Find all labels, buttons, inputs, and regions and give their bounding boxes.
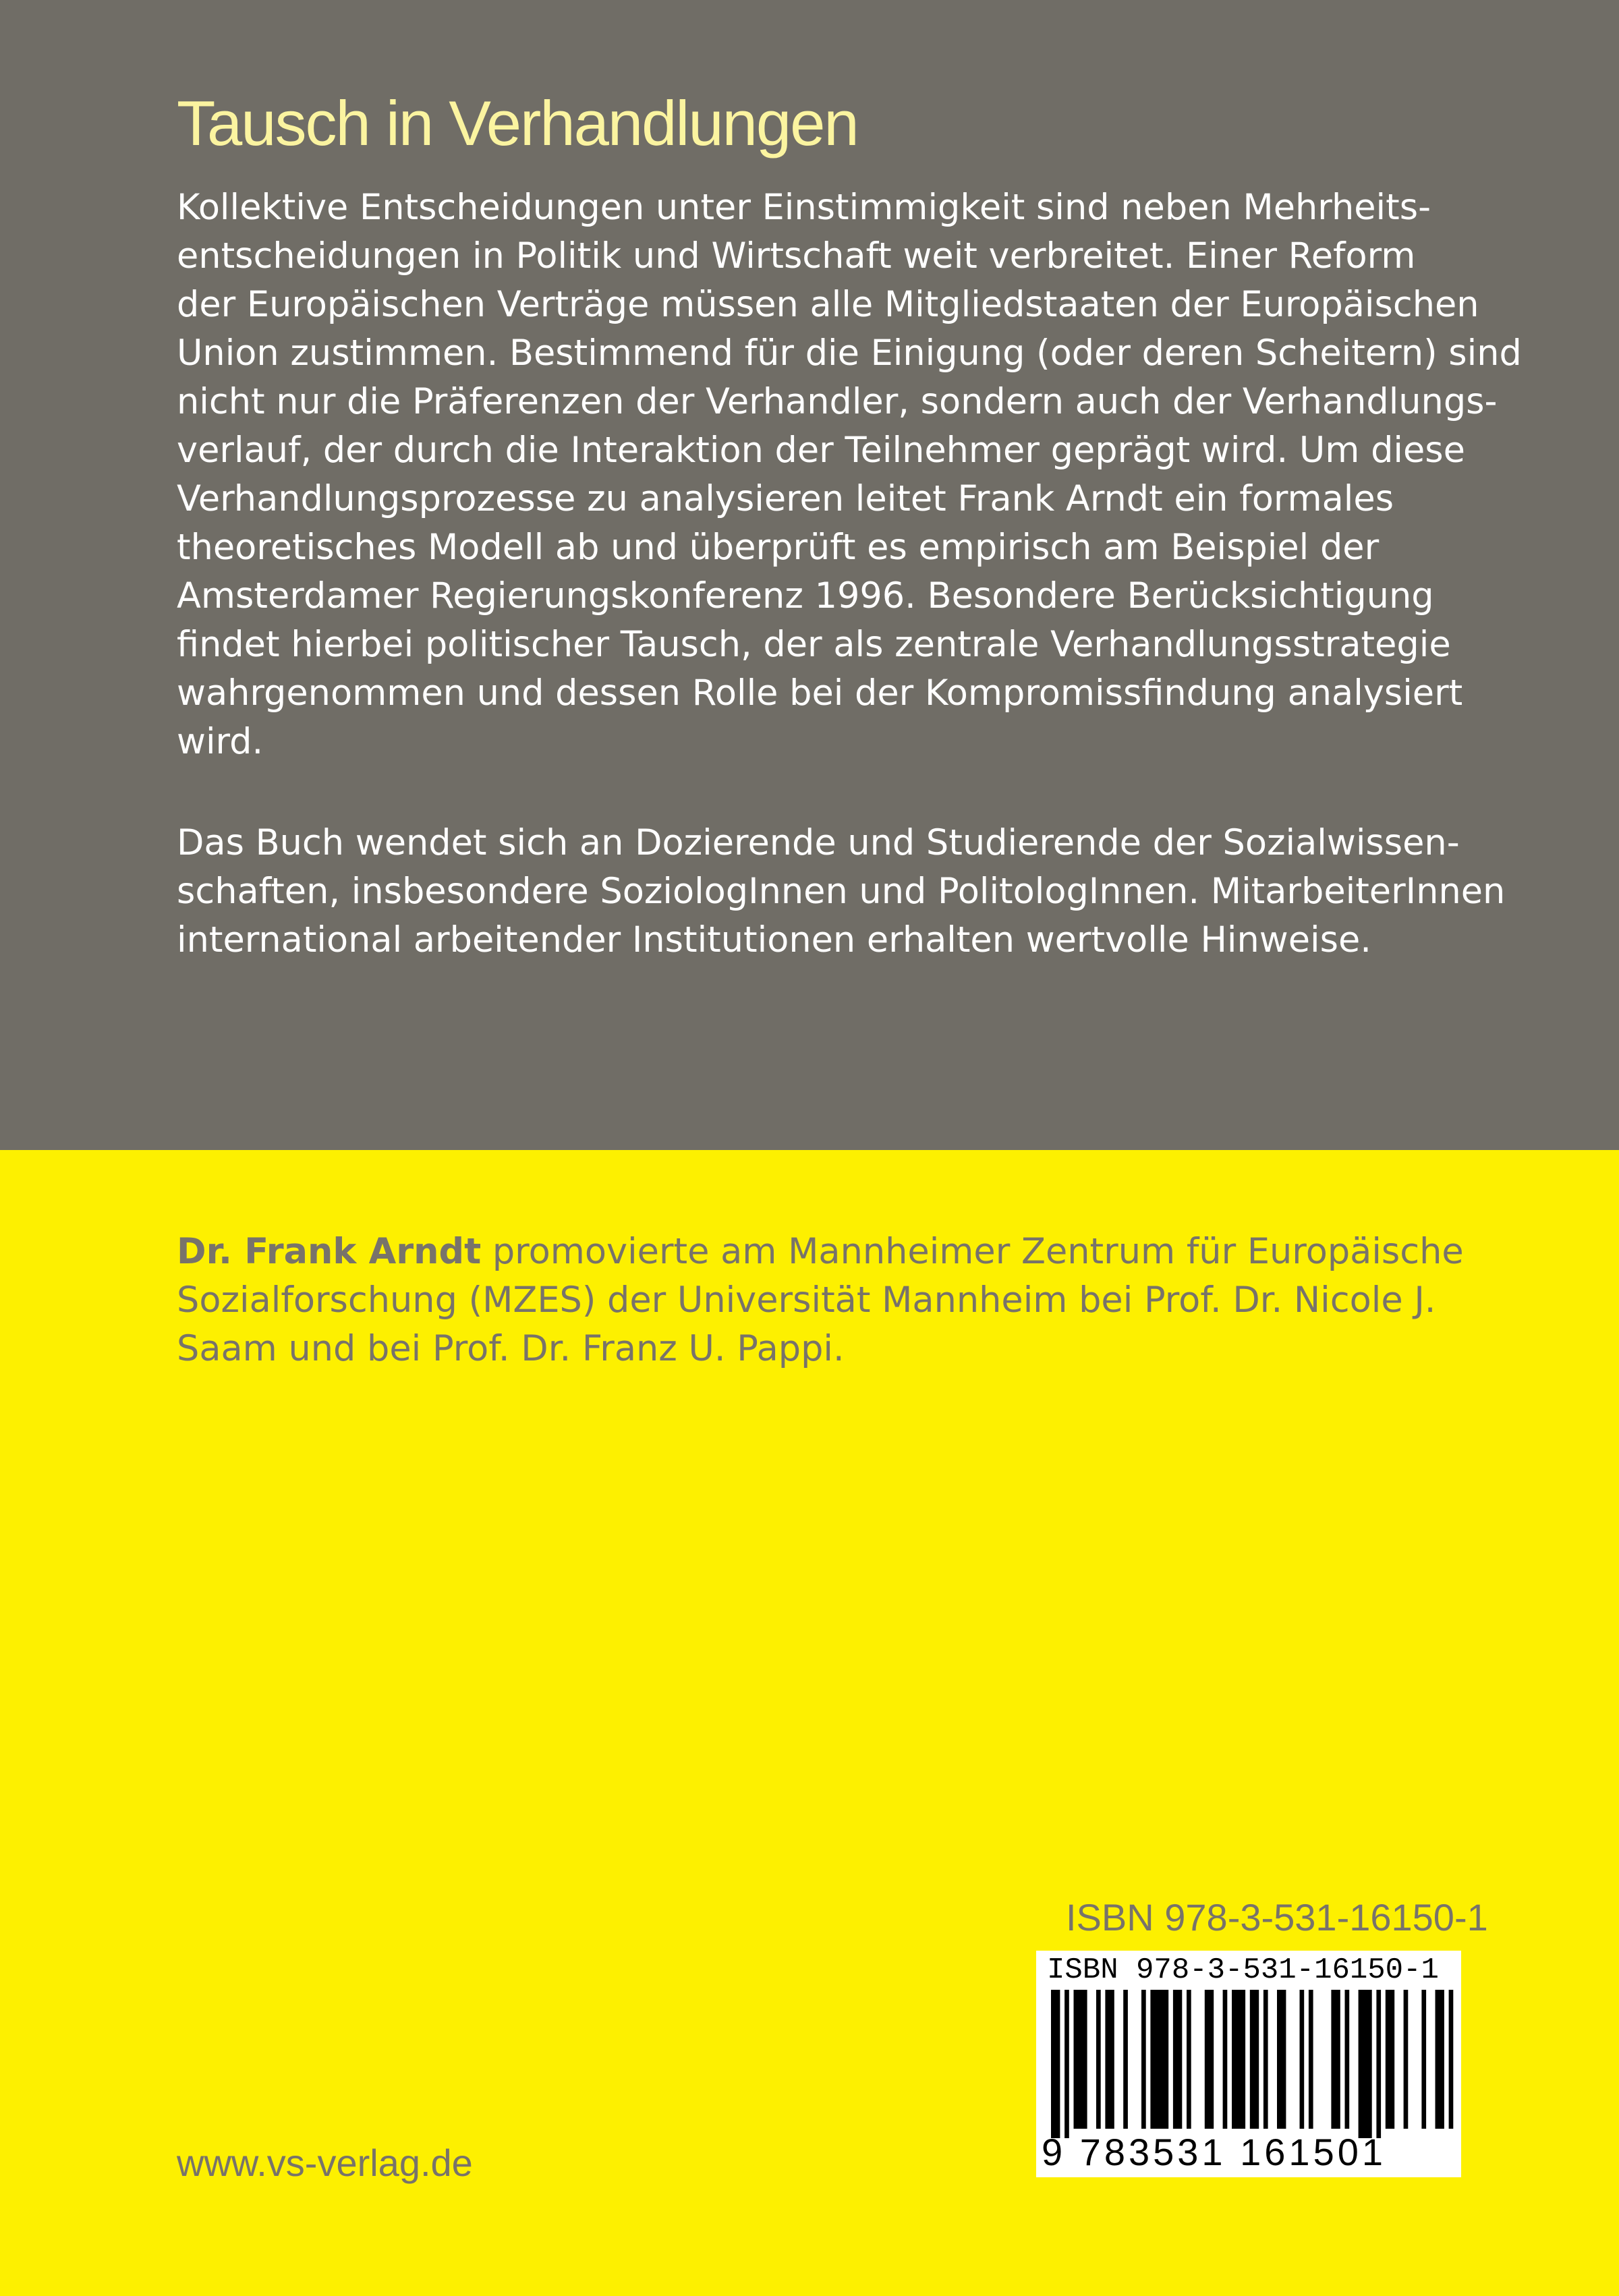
barcode-bar bbox=[1051, 1990, 1060, 2138]
barcode-bar bbox=[1309, 1990, 1313, 2129]
description-line: wahrgenommen und dessen Rolle bei der Kompromissfindung analysiert bbox=[177, 672, 1463, 714]
description-line: der Europäischen Verträge müssen alle Mitgliedstaaten der Europäischen bbox=[177, 284, 1479, 325]
description-line: theoretisches Modell ab und überprüft es empirisch am Beispiel der bbox=[177, 527, 1380, 568]
barcode-bar bbox=[1263, 1990, 1268, 2129]
barcode-bar bbox=[1404, 1990, 1409, 2129]
description-line: Amsterdamer Regierungskonferenz 1996. Besondere Berücksichtigung bbox=[177, 575, 1434, 616]
author-bio-text: promovierte am Mannheimer Zentrum für Europäische bbox=[481, 1231, 1464, 1272]
barcode-bar bbox=[1074, 1990, 1087, 2129]
description-line: wird. bbox=[177, 721, 264, 762]
audience-paragraph bbox=[177, 819, 1506, 965]
book-title: Tausch in Verhandlungen bbox=[177, 88, 858, 159]
isbn-label: ISBN 978-3-531-16150-1 bbox=[1066, 1896, 1488, 1939]
barcode-digits: 9 783531 161501 bbox=[1042, 2131, 1386, 2173]
barcode-bar bbox=[1150, 1990, 1168, 2129]
barcode-bar bbox=[1359, 1990, 1372, 2138]
barcode-bar bbox=[1277, 1990, 1286, 2129]
barcode-bar bbox=[1300, 1990, 1305, 2129]
barcode-bar bbox=[1449, 1990, 1454, 2129]
barcode-bar bbox=[1187, 1990, 1191, 2129]
audience-line: schaften, insbesondere SoziologInnen und PolitologInnen. MitarbeiterInnen bbox=[177, 871, 1506, 912]
author-bio bbox=[177, 1228, 1479, 1373]
barcode-bar bbox=[1223, 1990, 1228, 2129]
barcode-bar bbox=[1123, 1990, 1128, 2129]
barcode bbox=[1036, 1951, 1461, 2177]
author-bio-line: Saam und bei Prof. Dr. Franz U. Pappi. bbox=[177, 1328, 845, 1369]
audience-line: international arbeitender Institutionen erhalten wertvolle Hinweise. bbox=[177, 919, 1371, 960]
publisher-website: www.vs-verlag.de bbox=[177, 2142, 473, 2184]
barcode-bar bbox=[1232, 1990, 1245, 2129]
barcode-bar bbox=[1386, 1990, 1394, 2129]
description-line: Kollektive Entscheidungen unter Einstimmigkeit sind neben Mehrheits- bbox=[177, 187, 1431, 228]
author-bio-line: Sozialforschung (MZES) der Universität Mannheim bei Prof. Dr. Nicole J. bbox=[177, 1280, 1436, 1321]
barcode-bar bbox=[1064, 1990, 1069, 2138]
barcode-bar bbox=[1376, 1990, 1381, 2138]
barcode-bar bbox=[1141, 1990, 1146, 2129]
description-line: Verhandlungsprozesse zu analysieren leitet Frank Arndt ein formales bbox=[177, 478, 1394, 519]
barcode-bar bbox=[1173, 1990, 1182, 2129]
barcode-isbn-text: ISBN 978-3-531-16150-1 bbox=[1047, 1953, 1439, 1987]
barcode-bar bbox=[1345, 1990, 1350, 2129]
description-line: Union zustimmen. Bestimmend für die Einigung (oder deren Scheitern) sind bbox=[177, 333, 1522, 374]
barcode-bar bbox=[1331, 1990, 1340, 2129]
book-description bbox=[177, 183, 1522, 766]
barcode-bar bbox=[1096, 1990, 1101, 2129]
barcode-bar bbox=[1250, 1990, 1259, 2129]
description-line: entscheidungen in Politik und Wirtschaft weit verbreitet. Einer Reform bbox=[177, 235, 1416, 277]
barcode-bar bbox=[1421, 1990, 1426, 2129]
barcode-bar bbox=[1105, 1990, 1114, 2129]
description-line: nicht nur die Präferenzen der Verhandler, sondern auch der Verhandlungs- bbox=[177, 381, 1498, 422]
description-line: findet hierbei politischer Tausch, der als zentrale Verhandlungsstrategie bbox=[177, 624, 1451, 665]
barcode-bar bbox=[1205, 1990, 1214, 2129]
barcode-bar bbox=[1436, 1990, 1444, 2129]
author-bio-line bbox=[177, 1228, 1479, 1276]
audience-line: Das Buch wendet sich an Dozierende und Studierende der Sozialwissen- bbox=[177, 822, 1460, 863]
author-name: Dr. Frank Arndt bbox=[177, 1231, 482, 1272]
description-line: verlauf, der durch die Interaktion der Teilnehmer geprägt wird. Um diese bbox=[177, 430, 1465, 471]
